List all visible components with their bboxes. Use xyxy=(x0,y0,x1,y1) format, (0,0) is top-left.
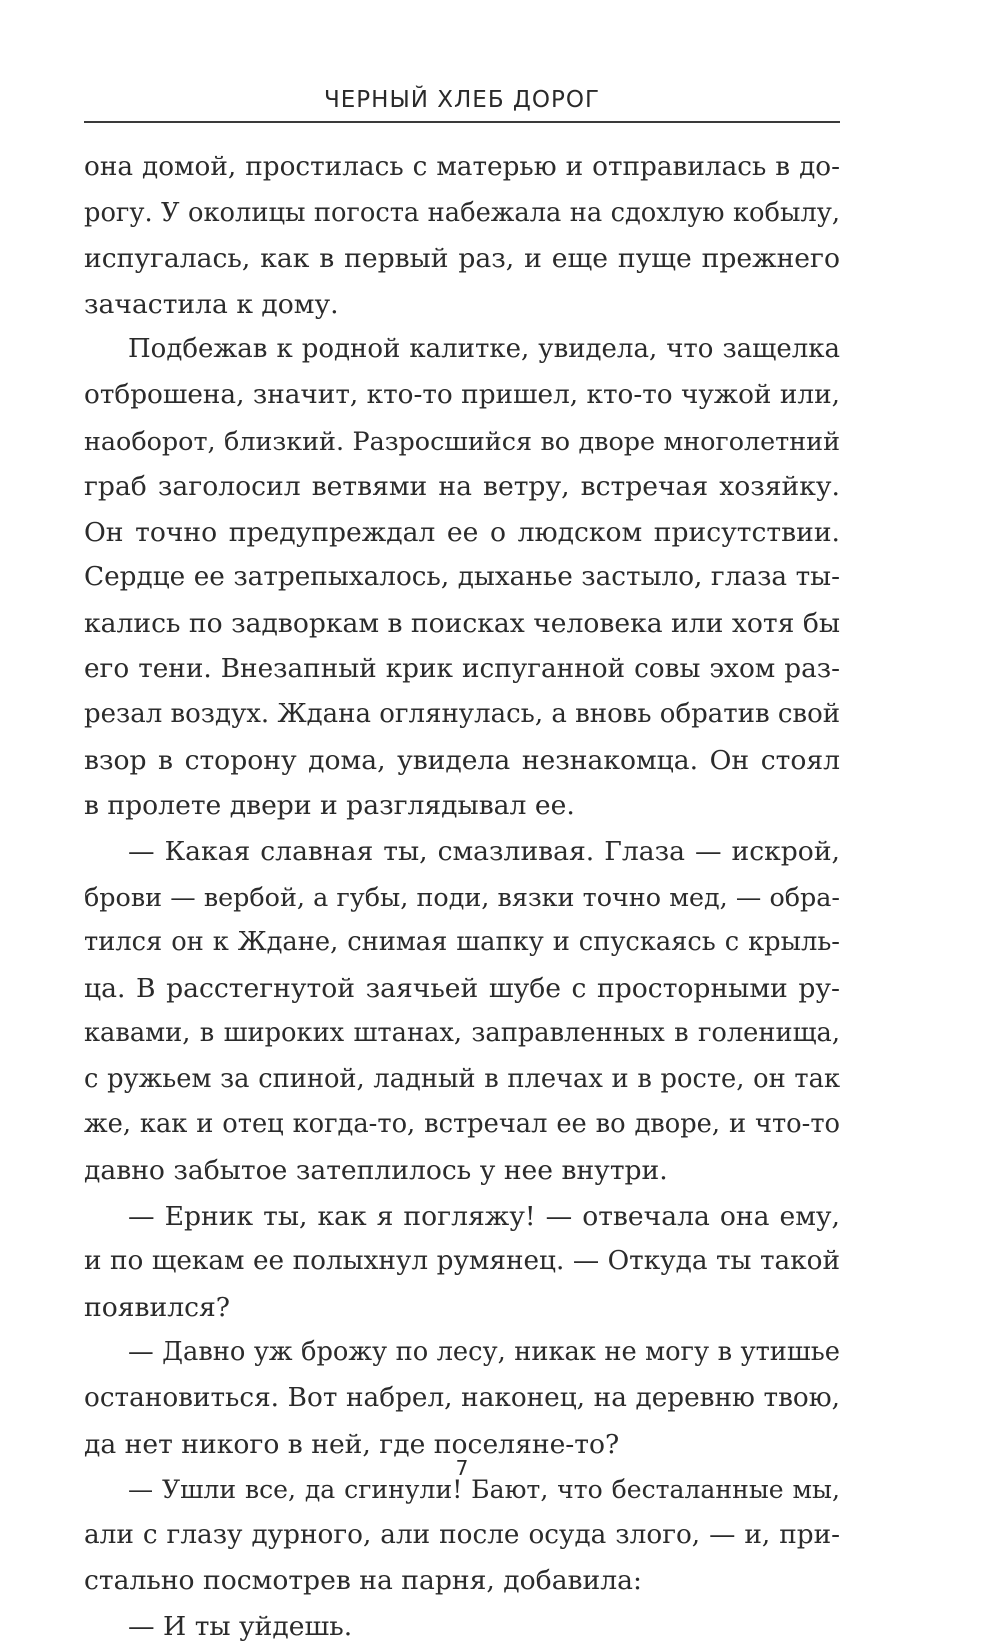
text-line: и по щекам ее полыхнул румянец. — Откуда ты такой xyxy=(84,1246,840,1277)
text-line: кались по задворкам в поисках человека или хотя бы xyxy=(84,607,840,639)
text-line: же, как и отец когда-то, встречал ее во дворе, и что-то xyxy=(84,1109,840,1140)
text-line: взор в сторону дома, увидела незнакомца. Он стоял xyxy=(84,744,840,776)
text-line: его тени. Внезапный крик испуганной совы эхом раз- xyxy=(84,653,840,684)
text-line: Подбежав к родной калитке, увидела, что защелка xyxy=(128,334,840,365)
text-line: кавами, в широких штанах, заправленных в голенища, xyxy=(84,1018,840,1049)
text-line: отброшена, значит, кто-то пришел, кто-то чужой или, xyxy=(84,379,840,410)
text-line: — Какая славная ты, смазливая. Глаза — искрой, xyxy=(128,835,840,867)
text-line: граб заголосил ветвями на ветру, встречая хозяйку. xyxy=(84,471,840,503)
text-line: Он точно предупреждал ее о людском присутствии. xyxy=(84,516,840,548)
running-head: ЧЕРНЫЙ ХЛЕБ ДОРОГ xyxy=(323,87,601,113)
text-line: резал воздух. Ждана оглянулась, а вновь обратив свой xyxy=(84,699,841,730)
text-line: с ружьем за спиной, ладный в плечах и в росте, он так xyxy=(84,1063,840,1094)
text-line: — И ты уйдешь. xyxy=(128,1611,353,1642)
text-line: в пролете двери и разглядывал ее. xyxy=(84,790,575,822)
text-line: она домой, простилась с матерью и отправилась в до- xyxy=(84,152,840,182)
text-line: ца. В расстегнутой заячьей шубе с просторными ру- xyxy=(84,972,840,1004)
body-text xyxy=(84,145,840,1650)
text-line: Сердце ее затрепыхалось, дыханье застыло, глаза ты- xyxy=(84,562,840,593)
text-line: остановиться. Вот набрел, наконец, на деревню твою, xyxy=(84,1383,840,1414)
text-line: зачастила к дому. xyxy=(84,288,339,320)
text-line: — Ерник ты, как я погляжу! — отвечала она ему, xyxy=(128,1200,840,1232)
text-line: испугалась, как в первый раз, и еще пуще прежнего xyxy=(84,243,840,275)
text-line: появился? xyxy=(84,1291,231,1323)
text-line: да нет никого в ней, где поселяне-то? xyxy=(84,1428,620,1460)
text-line: — Ушли все, да сгинули! Бают, что бесталанные мы, xyxy=(128,1475,840,1505)
text-line: брови — вербой, а губы, поди, вязки точно мед, — обра- xyxy=(84,881,840,912)
page-number: 7 xyxy=(455,1456,469,1480)
text-line: али с глазу дурного, али после осуда злого, — и, при- xyxy=(84,1519,840,1550)
header-rule xyxy=(84,121,840,123)
text-line: стально посмотрев на парня, добавила: xyxy=(84,1565,642,1597)
text-line: — Давно уж брожу по лесу, никак не могу в утишье xyxy=(128,1337,840,1368)
text-line: тился он к Ждане, снимая шапку и спускаясь с крыль- xyxy=(84,927,840,958)
text-line: рогу. У околицы погоста набежала на сдохлую кобылу, xyxy=(84,197,840,228)
text-line: давно забытое затеплилось у нее внутри. xyxy=(84,1155,668,1187)
text-line: наоборот, близкий. Разросшийся во дворе многолетний xyxy=(84,425,840,456)
